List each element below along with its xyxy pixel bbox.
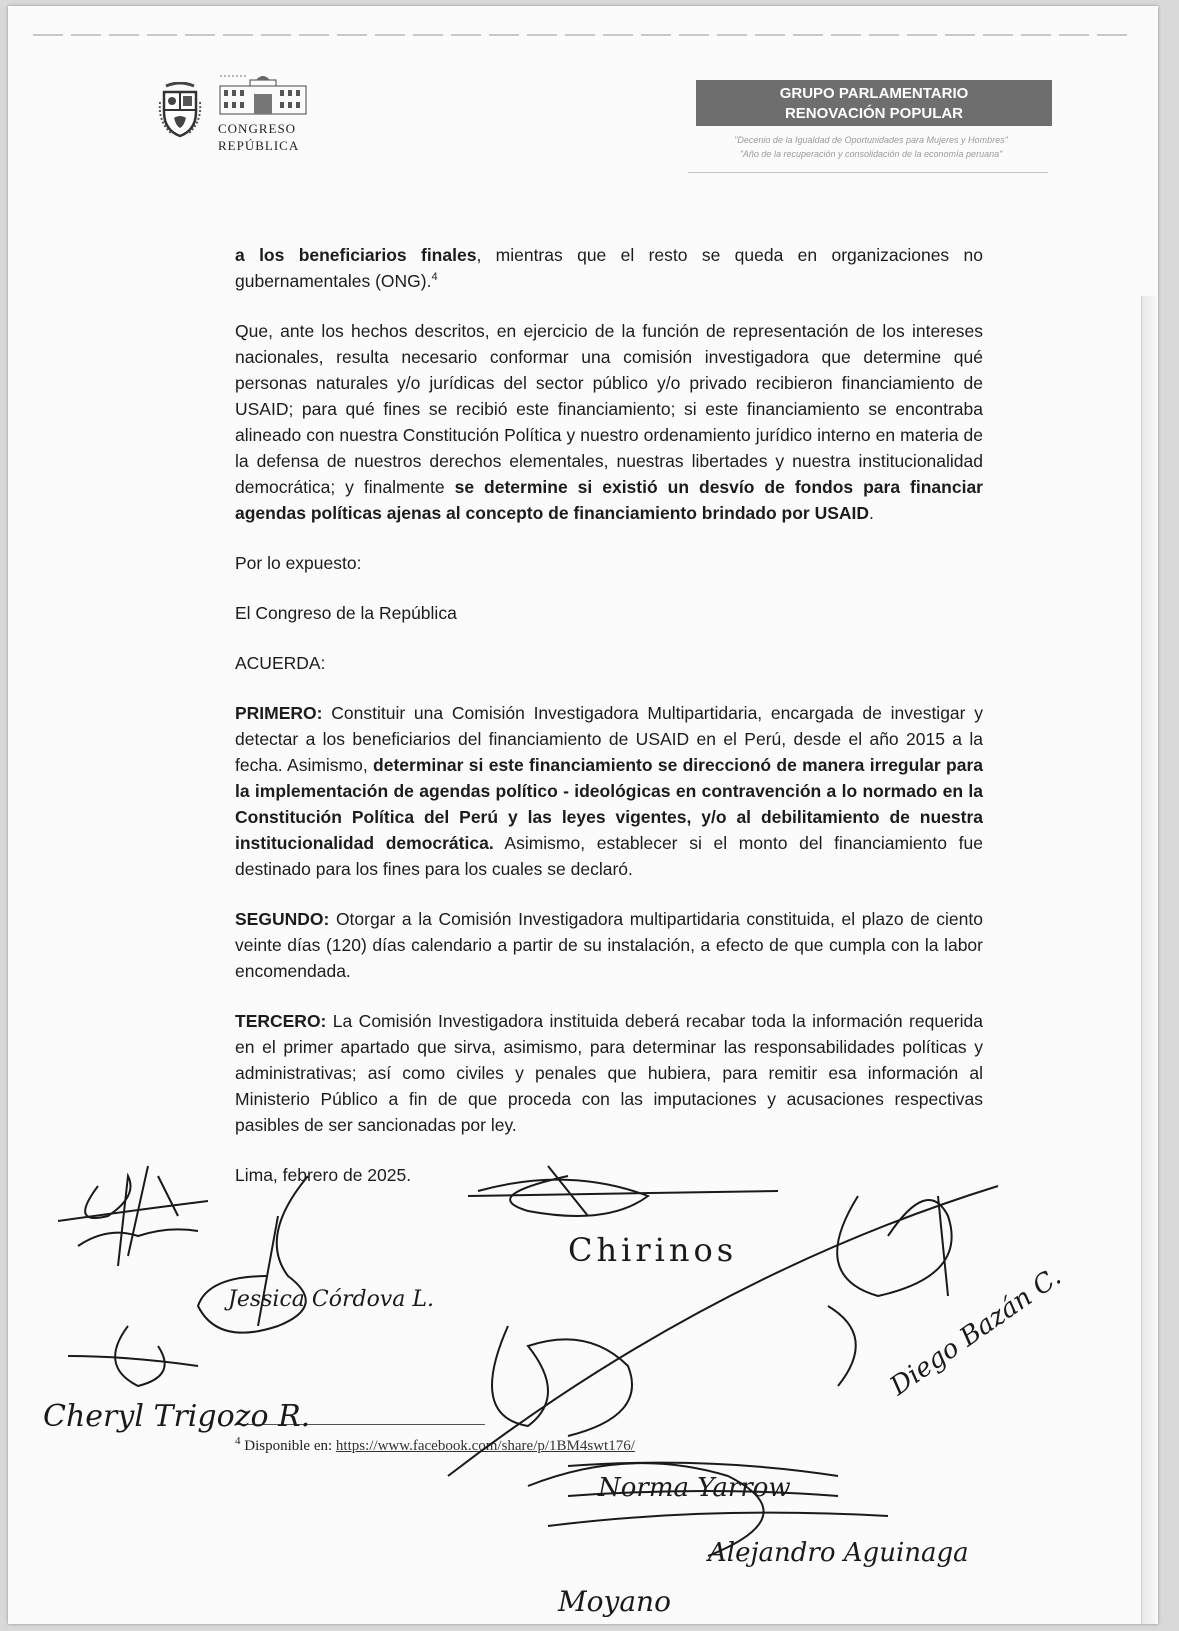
justification-bold: se determine si existió un desvío de fondos para financiar agendas políticas ajenas al concepto de financiamiento brindado por USAID bbox=[235, 477, 983, 523]
signature-bazan-name: Diego Bazán C. bbox=[884, 1261, 1067, 1402]
justification-end: . bbox=[869, 503, 874, 523]
primero-bold: determinar si este financiamiento se direccionó de manera irregular para la implementación de agendas político - ideológicas en contravención a lo normado en la Constitución Política del Perú y las leyes vigentes, y/o al debilitamiento de nuestra institucionalidad democrática. bbox=[235, 755, 983, 853]
logo-text-congreso: CONGRESO bbox=[218, 121, 297, 136]
signatures-area bbox=[8, 1156, 1158, 1624]
paragraph-acuerda: ACUERDA: bbox=[235, 653, 326, 673]
congress-logo bbox=[158, 68, 318, 163]
bold-beneficiaries: a los beneficiarios finales bbox=[235, 245, 477, 265]
footnote-ref: 4 bbox=[431, 271, 438, 284]
group-name-line2: RENOVACIÓN POPULAR bbox=[784, 105, 964, 122]
footnote-number: 4 bbox=[235, 1435, 241, 1447]
segundo-text: Otorgar a la Comisión Investigadora multipartidaria constituida, el plazo de ciento veinte días (120) días calendario a partir de su instalación, a efecto de que cumpla con la labor encomendada. bbox=[235, 909, 983, 981]
logo-text-republica: REPÚBLICA bbox=[218, 138, 300, 153]
article-tercero bbox=[235, 1008, 983, 1138]
primero-text2: Asimismo, establecer si el monto del financiamiento fue destinado para los fines para los cuales se declaró. bbox=[235, 833, 983, 879]
article-primero bbox=[235, 700, 983, 882]
paragraph-congreso: El Congreso de la República bbox=[235, 603, 457, 623]
motto-line2: "Año de la recuperación y consolidación de la economía peruana" bbox=[739, 149, 1003, 159]
segundo-label: SEGUNDO: bbox=[235, 909, 330, 929]
article-segundo bbox=[235, 906, 983, 984]
footnote-divider bbox=[235, 1424, 485, 1425]
paragraph-justification bbox=[235, 318, 983, 526]
primero-label: PRIMERO: bbox=[235, 703, 323, 723]
logo-text bbox=[218, 120, 299, 154]
group-name-line1: GRUPO PARLAMENTARIO bbox=[779, 85, 969, 102]
primero-text1: Constituir una Comisión Investigadora Multipartidaria, encargada de investigar y detectar a los beneficiarios del financiamiento de USAID en el Perú, desde el año 2015 a la fecha. Asimismo, bbox=[235, 703, 983, 775]
signature-center bbox=[448, 1186, 998, 1556]
footnote-link[interactable]: https://www.facebook.com/share/p/1BM4swt176/ bbox=[335, 1438, 635, 1454]
scrollbar[interactable] bbox=[1141, 296, 1156, 1624]
signature-cheryl-name: Cheryl Trigozo R. bbox=[43, 1399, 311, 1434]
document-body bbox=[235, 242, 983, 1212]
footnote-label: Disponible en: bbox=[240, 1438, 336, 1454]
signature-left-top bbox=[58, 1166, 208, 1266]
congress-building-icon bbox=[218, 72, 308, 116]
justification-text: Que, ante los hechos descritos, en ejercicio de la función de representación de los intereses nacionales, resulta necesario conformar una comisión investigadora que determine qué personas naturales y/o jurídicas del sector público y/o privado recibieron financiamiento de USAID; para qué fines se recibió este financiamiento; si este financiamiento se encontraba alineado con nuestra Constitución Política y nuestro ordenamiento jurídico interno en materia de la defensa de nuestros derechos elementales, nuestras libertades y nuestra institucionalidad democrática; y finalmente bbox=[235, 321, 983, 497]
motto-line1: "Decenio de la Igualdad de Oportunidades para Mujeres y Hombres" bbox=[734, 135, 1008, 145]
signature-moyano-name: Moyano bbox=[558, 1585, 671, 1618]
decenio-motto bbox=[676, 133, 1066, 161]
paragraph-beneficiaries bbox=[235, 242, 983, 294]
parliamentary-group-banner bbox=[696, 80, 1052, 126]
signature-chirinos-name: Chirinos bbox=[568, 1231, 738, 1269]
signature-yarrow-name: Norma Yarrow bbox=[598, 1473, 791, 1503]
paragraph-beneficiaries-text: , mientras que el resto se queda en organizaciones no gubernamentales (ONG). bbox=[235, 245, 983, 291]
scan-top-edge bbox=[33, 34, 1133, 36]
date-line: Lima, febrero de 2025. bbox=[235, 1165, 412, 1185]
signature-jessica-name: Jessica Córdova L. bbox=[228, 1287, 434, 1312]
footnote bbox=[235, 1435, 755, 1455]
tercero-text: La Comisión Investigadora instituida deberá recabar toda la información requerida en el primer apartado que sirva, asimismo, para determinar las responsabilidades políticas y administrativas; así como civiles y penales que hubiera, para remitir esa información al Ministerio Público a fin de que proceda con las imputaciones y acusaciones respectivas pasibles de ser sancionadas por ley. bbox=[235, 1011, 983, 1135]
signature-right bbox=[828, 1196, 952, 1386]
paragraph-por-lo-expuesto: Por lo expuesto: bbox=[235, 553, 362, 573]
header-divider bbox=[688, 172, 1048, 173]
signature-bottom bbox=[548, 1491, 888, 1526]
signature-cheryl bbox=[68, 1326, 198, 1386]
peru-coat-of-arms-icon bbox=[158, 82, 202, 138]
document-page bbox=[8, 6, 1158, 1624]
signature-aguinaga-name: Alejandro Aguinaga bbox=[708, 1538, 969, 1568]
tercero-label: TERCERO: bbox=[235, 1011, 327, 1031]
